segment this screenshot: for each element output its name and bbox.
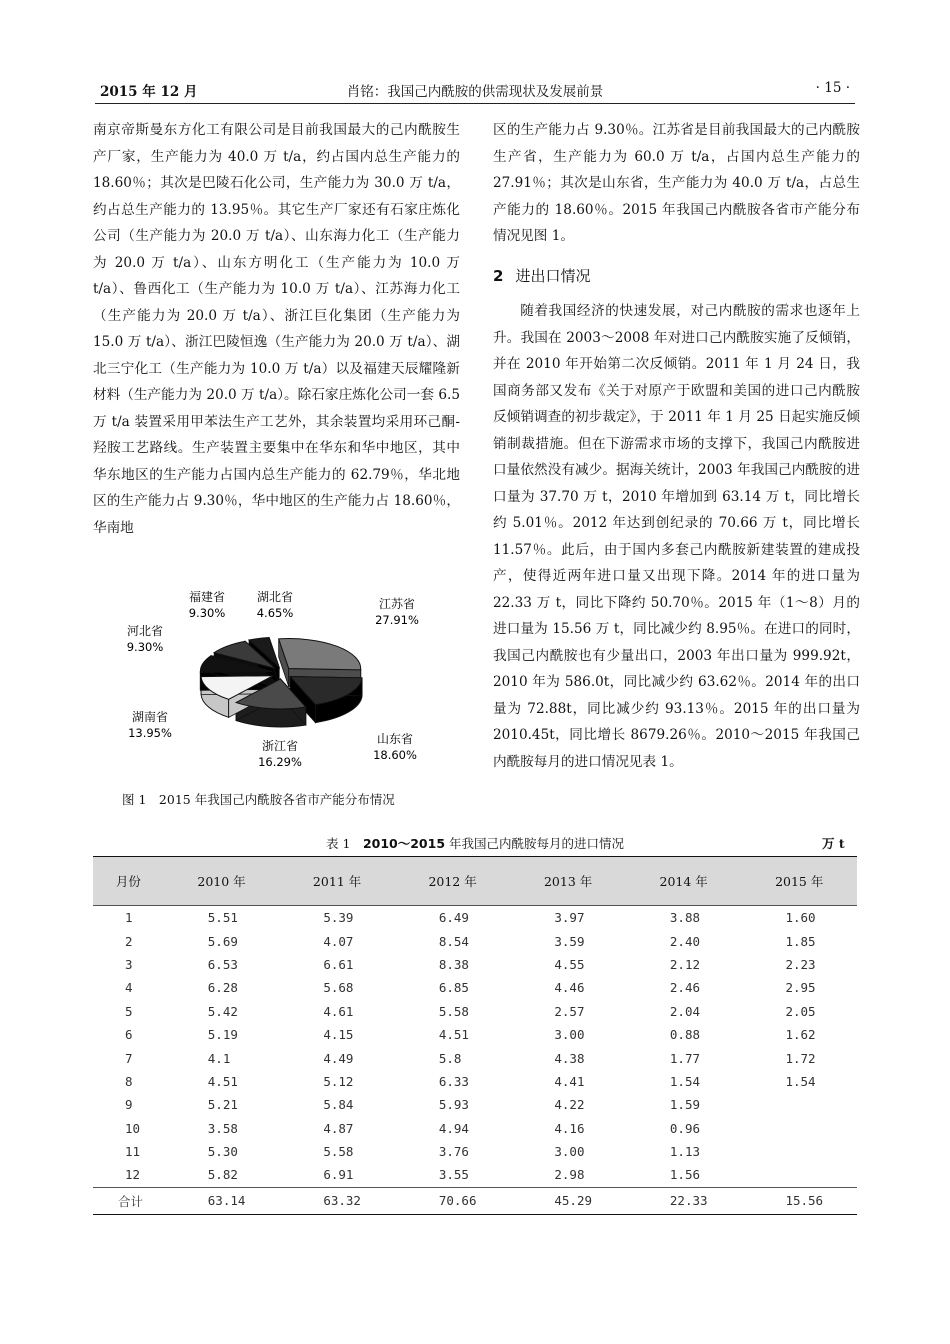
value-cell: 2.46 [669,980,701,996]
month-cell: 8 [125,1073,133,1089]
value-cell: 2.57 [554,1003,585,1019]
right-paragraph-2: 随着我国经济的快速发展，对己内酰胺的需求也逐年上升。我国在 2003～2008 年对进口己内酰胺实施了反倾销，并在 2010 年开始第二次反倾销。2011 年 1 月 24 日，我国商务部又发布《关于对原产于欧盟和美国的进口己内酰胺反倾销调查的初步裁定》，于 2011 年 1 月 25 日起实施反倾销制裁措施。但在下游需求市场的支撑下，我国己内酰胺进口量依然没有减少。据海关统计，2003 年我国己内酰胺的进口量为 37.70 万 t，2010 年增加到 63.14 万 t，同比增长约 5.01％。2012 年达到创纪录的 70.66 万 t，同比增长 11.57％。此后，由于国内多套己内酰胺新建装置的建成投产，使得近两年进口量又出现下降。2014 年的进口量为 22.33 万 t，同比下降约 50.70％。2015 年（1～8）月的进口量为 15.56 万 t，同比减少约 8.95％。在进口的同时，我国己内酰胺也有少量出口，2003 年出口量为 999.92t，2010 年为 586.0t，同比减少约 63.62％。2014 年的出口量为 72.88t，同比减少约 93.13％。2015 年的出口量为 2010.45t，同比增长 8679.26％。2010～2015 年我国己内酰胺每月的进口情况见表 1。 [493,303,860,770]
pie-slice [279,639,361,670]
value-cell: 8.38 [438,956,469,972]
right-paragraph-1: 区的生产能力占 9.30％。江苏省是目前我国最大的己内酰胺生产省，生产能力为 60.0 万 t/a，占国内总生产能力的 27.91％；其次是山东省，生产能力为 40.0 万 t/a，占总生产能力的 18.60％。2015 年我国己内酰胺各省市产能分布情况见图 1。 [493,122,860,244]
value-cell: 5.82 [207,1167,238,1183]
value-cell: 1.85 [785,933,816,949]
total-value: 22.33 [626,1187,742,1214]
value-cell: 3.88 [669,910,701,926]
value-cell: 3.58 [207,1120,238,1136]
value-cell: 4.41 [554,1073,585,1089]
month-cell: 10 [125,1120,141,1136]
value-cell: 4.38 [554,1050,585,1066]
value-cell: 5.58 [323,1144,354,1160]
header-date: 2015 年 12 月 [100,84,198,100]
value-cell: 2.12 [669,956,701,972]
left-paragraph: 南京帝斯曼东方化工有限公司是目前我国最大的己内酰胺生产厂家，生产能力为 40.0 万 t/a，约占国内总生产能力的 18.60％；其次是巴陵石化公司，生产能力为 30.0 万 t/a，约占总生产能力的 13.95％。其它生产厂家还有石家庄炼化公司（生产能力为 20.0 万 t/a）、山东海力化工（生产能力为 20.0 万 t/a）、山东方明化工（生产能力为 10.0 万 t/a）、鲁西化工（生产能力为 10.0 万 t/a）、江苏海力化工（生产能力为 20.0 万 t/a）、浙江巨化集团（生产能力为 15.0 万 t/a）、浙江巴陵恒逸（生产能力为 20.0 万 t/a）、湖北三宁化工（生产能力为 10.0 万 t/a）以及福建天辰耀隆新材料（生产能力为 20.0 万 t/a）。除石家庄炼化公司一套 6.5 万 t/a 装置采用甲苯法生产工艺外，其余装置均采用环己酮-羟胺工艺路线。生产装置主要集中在华东和华中地区，其中华东地区的生产能力占国内总生产能力的 62.79％，华北地区的生产能力占 9.30％，华中地区的生产能力占 18.60％，华南地 [93,122,460,536]
total-label: 合计 [93,1187,164,1214]
value-cell: 5.93 [438,1097,469,1113]
value-cell: 3.59 [554,933,585,949]
value-cell: 2.04 [669,1003,701,1019]
value-cell: 3.76 [438,1144,469,1160]
value-cell: 5.30 [207,1144,238,1160]
pie-label-percent: 16.29% [258,755,302,769]
month-cell: 2 [125,933,133,949]
table-header-row [93,857,857,906]
value-cell: 1.56 [669,1167,701,1183]
value-cell: 4.16 [554,1120,585,1136]
running-header [100,80,850,102]
value-cell: 6.49 [438,910,469,926]
value-cell: 6.91 [323,1167,354,1183]
pie-label-percent: 4.65% [256,606,294,620]
column-header-year: 2012 年 [395,857,511,906]
column-header-year: 2010 年 [164,857,280,906]
total-value: 63.32 [279,1187,395,1214]
value-cell: 5.12 [323,1073,354,1089]
total-value: 15.56 [741,1187,857,1214]
value-cell: 6.53 [207,956,238,972]
pie-label-percent: 27.91% [375,613,419,627]
table-row [93,1000,857,1023]
table-row [93,1046,857,1069]
value-cell: 5.8 [438,1050,462,1066]
table-row [93,1163,857,1187]
total-value: 63.14 [164,1187,280,1214]
value-cell: 1.54 [785,1073,816,1089]
table-title: 年我国己内酰胺每月的进口情况 [445,836,625,851]
month-cell: 7 [125,1050,133,1066]
table-row [93,1117,857,1140]
value-cell: 2.40 [669,933,701,949]
pie-label-percent: 9.30% [188,606,226,620]
value-cell: 6.28 [207,980,238,996]
section-heading [493,263,860,290]
value-cell: 3.97 [554,910,585,926]
month-cell: 9 [125,1097,133,1113]
month-cell: 4 [125,980,133,996]
table-row [93,1070,857,1093]
table-caption [0,834,950,852]
value-cell: 4.55 [554,956,585,972]
pie-label-province: 湖南省 [131,710,169,724]
value-cell: 6.61 [323,956,354,972]
value-cell: 3.55 [438,1167,469,1183]
month-cell: 1 [125,910,133,926]
table-row [93,953,857,976]
value-cell [741,1140,857,1163]
value-cell: 6.33 [438,1073,469,1089]
value-cell: 5.51 [207,910,238,926]
total-value: 45.29 [510,1187,626,1214]
month-cell: 11 [125,1144,141,1160]
value-cell: 5.19 [207,1027,238,1043]
pie-label-province: 江苏省 [378,597,416,611]
value-cell [741,1163,857,1187]
value-cell: 6.85 [438,980,469,996]
value-cell: 2.95 [785,980,816,996]
table-unit: 万 t [822,836,845,851]
table-title-years: 2010～2015 [362,836,446,851]
value-cell: 4.87 [323,1120,354,1136]
table-row [93,929,857,952]
header-article-title: 肖铭：我国己内酰胺的供需现状及发展前景 [346,84,604,100]
value-cell: 2.23 [785,956,816,972]
value-cell: 4.46 [554,980,585,996]
table-total-row [93,1187,857,1214]
value-cell: 5.69 [207,933,238,949]
value-cell: 3.00 [554,1027,585,1043]
value-cell: 4.51 [438,1027,469,1043]
value-cell: 1.54 [669,1073,701,1089]
header-rule [95,103,855,104]
table-row [93,1140,857,1163]
pie-label-province: 山东省 [376,732,414,746]
left-column [93,117,460,541]
column-header-year: 2014 年 [626,857,742,906]
total-value: 70.66 [395,1187,511,1214]
value-cell: 1.13 [669,1144,701,1160]
value-cell: 1.60 [785,910,816,926]
column-header-year: 2015 年 [741,857,857,906]
table-row [93,976,857,999]
value-cell: 2.98 [554,1167,585,1183]
section-title: 进出口情况 [515,266,591,285]
table-row [93,906,857,930]
header-page-number: · 15 · [815,80,850,96]
pie-label-percent: 18.60% [373,748,417,762]
value-cell: 4.61 [323,1003,354,1019]
value-cell [741,1117,857,1140]
pie-label-province: 福建省 [188,590,226,604]
value-cell: 1.77 [669,1050,701,1066]
value-cell: 8.54 [438,933,469,949]
pie-label-province: 湖北省 [256,590,294,604]
value-cell: 1.72 [785,1050,816,1066]
value-cell: 5.84 [323,1097,354,1113]
value-cell: 5.42 [207,1003,238,1019]
pie-label-province: 河北省 [126,624,164,638]
value-cell: 4.22 [554,1097,585,1113]
value-cell: 5.39 [323,910,354,926]
value-cell: 2.05 [785,1003,816,1019]
value-cell: 1.62 [785,1027,816,1043]
value-cell: 4.1 [207,1050,231,1066]
column-header-year: 2011 年 [279,857,395,906]
figure-caption: 图 1 2015 年我国己内酰胺各省市产能分布情况 [122,792,395,807]
value-cell: 4.15 [323,1027,354,1043]
month-cell: 6 [125,1027,133,1043]
month-cell: 12 [125,1167,141,1183]
value-cell: 4.07 [323,933,354,949]
pie-label-percent: 9.30% [126,640,164,654]
value-cell: 4.49 [323,1050,354,1066]
table-row [93,1023,857,1046]
pie-label-percent: 13.95% [128,726,172,740]
value-cell [741,1093,857,1116]
month-cell: 3 [125,956,133,972]
value-cell: 1.59 [669,1097,701,1113]
month-cell: 5 [125,1003,133,1019]
value-cell: 0.88 [669,1027,701,1043]
right-column [493,117,860,775]
table-label: 表 1 [325,836,351,851]
value-cell: 5.21 [207,1097,238,1113]
pie-chart [112,585,432,780]
value-cell: 4.94 [438,1120,469,1136]
column-header-month: 月份 [93,857,164,906]
value-cell: 4.51 [207,1073,238,1089]
pie-label-province: 浙江省 [261,739,299,753]
value-cell: 5.68 [323,980,354,996]
section-number: 2 [493,266,504,285]
value-cell: 5.58 [438,1003,469,1019]
import-table [93,856,857,1215]
value-cell: 0.96 [669,1120,701,1136]
column-header-year: 2013 年 [510,857,626,906]
table-row [93,1093,857,1116]
value-cell: 3.00 [554,1144,585,1160]
